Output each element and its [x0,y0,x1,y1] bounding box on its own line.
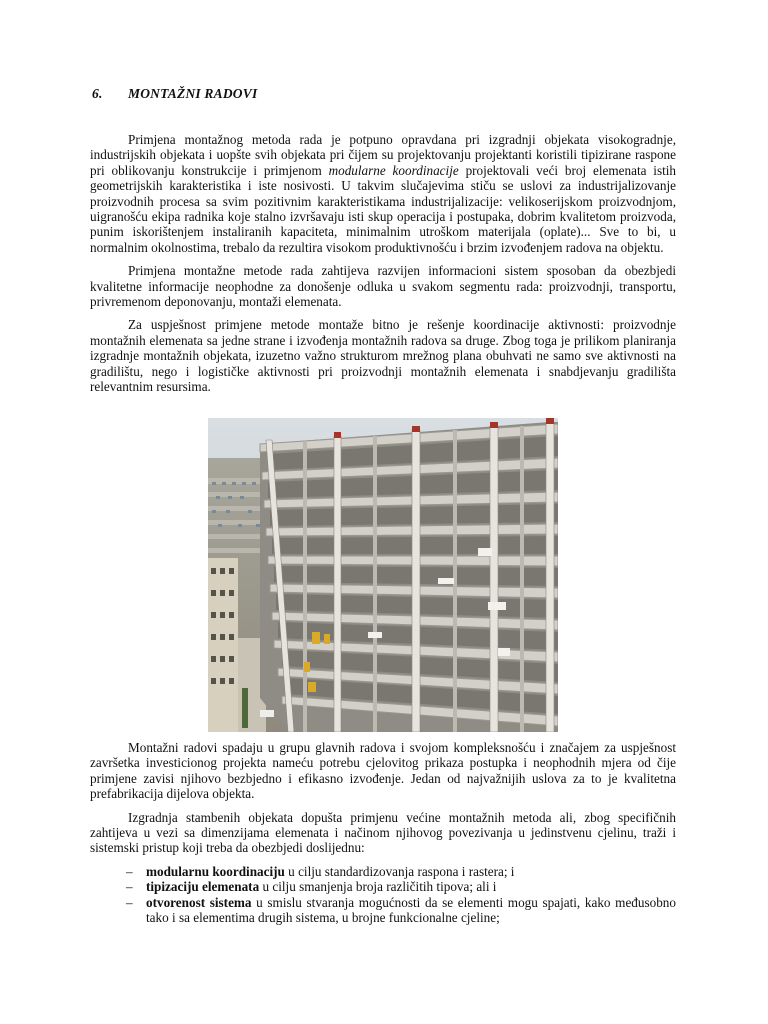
list-item-text: u cilju smanjenja broja različitih tipova; ali i [259,879,497,895]
paragraph-4: Montažni radovi spadaju u grupu glavnih radova i svojom kompleksnošću i značajem za uspješnost završetka investicionog projekta nameću potrebu cjelovitog prikaza postupka i neophodnih mjera od čije primjene zavisi njihovo bezbjedno i efikasno izvođenje. Jedan od najvažnijih uslova za to je kvalitetna prefabrikacija dijelova objekta. [90,740,676,802]
section-number: 6. [92,86,103,101]
paragraph-2: Primjena montažne metode rada zahtijeva razvijen informacioni sistem sposoban da obezbjedi kvalitetne informacije neophodne za donošenje odluka u svakom segmentu rada: proizvodnji, transportu, privremenom deponovanju, montaži elemenata. [90,263,676,310]
list-dash: – [126,894,133,910]
paragraph-1 [90,132,676,255]
paragraph-3: Za uspješnost primjene metode montaže bitno je rešenje koordinacije aktivnosti: proizvodnje montažnih elemenata sa jedne strane i izvođenja montažnih radova sa druge. Zbog toga je prilikom planiranja izgradnje montažnih objekata, izuzetno važno strukturom mrežnog plana obuhvati ne samo sve aktivnosti na gradilištu, nego i logističke aktivnosti pri proizvodnji montažnih elemenata i snabdjevanju gradilišta relevantnim resursima. [90,317,676,395]
paragraph-1-part-b: projektovali veći broj elemenata istih geometrijskih karakteristika i iste nosivosti. U takvim slučajevima stiču se uslovi za industrijalizovanje proizvodnih procesa sa svim pozitivnim karakteristikama industrijalizacije: velikoserijskom proizvodnjom, uigranošću ekipa radnika koje stalno izvršavaju isti skup operacija i postupaka, dobrim kvalitetom proizvoda, punim iskorištenjem instaliranih kapaciteta, minimalnim utroškom materijala (oplate)... Sve to bi, u normalnim okolnostima, trebalo da rezultira visokom produktivnošću i brzim izvođenjem radova na objektu. [90,162,677,255]
list-item-text: u smislu stvaranja mogućnosti da se elementi mogu spajati, kako međusobno tako i sa elementima drugih sistema, u brojne funkcionalne cjeline; [146,894,676,926]
requirements-list [90,864,676,926]
paragraph-1-part-a: Primjena montažnog metoda rada je potpuno opravdana pri izgradnji objekata visokogradnje, industrijskih objekata i uopšte svih objekata pri čijem su projektovanju projektanti koristili tipizirane raspone pri oblikovanju konstrukcije i primjenom [90,132,676,178]
section-title: MONTAŽNI RADOVI [128,86,258,101]
list-item-text: u cilju standardizovanja raspona i rastera; i [284,863,515,879]
paragraph-5: Izgradnja stambenih objekata dopušta primjenu većine montažnih metoda ali, zbog specifičnih zahtijeva u vezi sa dimenzijama elemenata i načinom njihovog povezivanja u jedinstvenu cjelinu, traži i sistemski pristup koji treba da obezbjedi doslijednu: [90,809,676,856]
section-heading [92,86,257,102]
list-item [90,879,676,894]
intro-text [90,132,676,403]
list-dash: – [126,863,133,879]
list-item-term: otvorenost sistema [146,894,252,910]
paragraph-1-emphasis: modularne koordinacije [328,162,459,178]
list-item [90,895,676,926]
building-skeleton-illustration [208,418,558,732]
closing-text [90,740,676,925]
list-dash: – [126,879,133,895]
construction-photo [208,418,558,732]
list-item [90,864,676,879]
list-item-term: tipizaciju elemenata [146,879,260,895]
list-item-term: modularnu koordinaciju [146,863,285,879]
